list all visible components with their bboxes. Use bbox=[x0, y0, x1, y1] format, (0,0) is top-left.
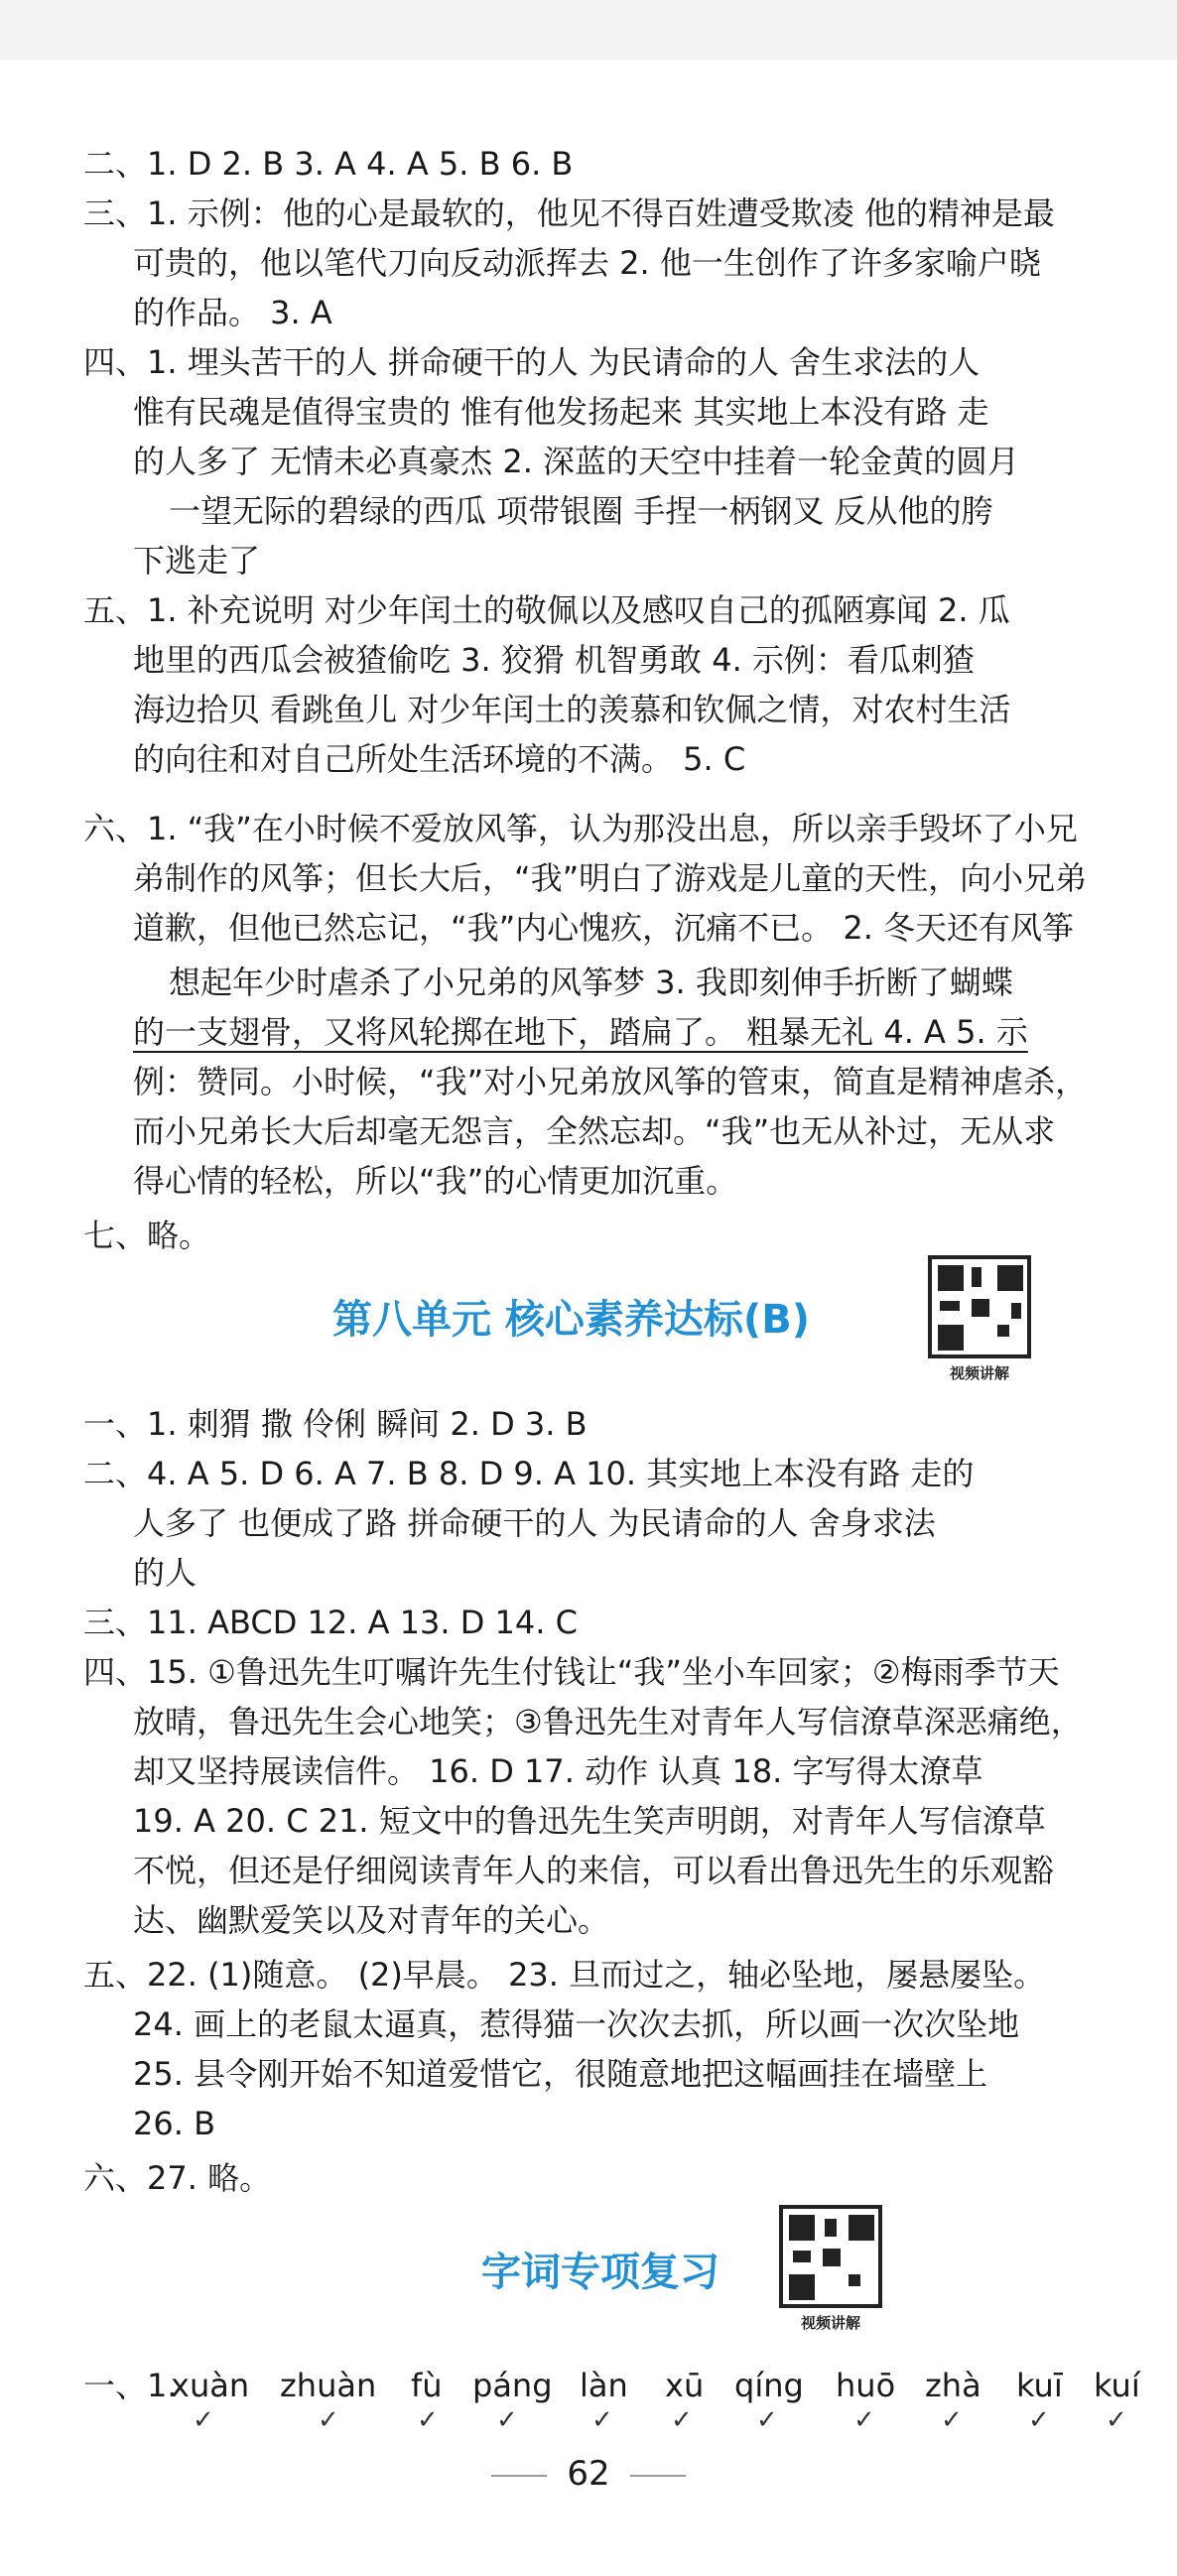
pinyin-item: làn bbox=[580, 2367, 628, 2404]
answer-line: 却又坚持展读信件。 16. D 17. 动作 认真 18. 字写得太潦草 bbox=[133, 1752, 983, 1790]
answer-line: 四、1. 埋头苦干的人 拼命硬干的人 为民请命的人 舍生求法的人 bbox=[83, 343, 981, 381]
answer-line: 七、略。 bbox=[83, 1217, 211, 1254]
answer-line: 五、22. (1)随意。 (2)早晨。 23. 旦而过之，轴必坠地，屡悬屡坠。 bbox=[83, 1956, 1046, 1994]
answer-line: 例：赞同。小时候，“我”对小兄弟放风筝的管束，简直是精神虐杀， bbox=[133, 1063, 1088, 1100]
answer-line: 四、15. ①鲁迅先生叮嘱许先生付钱让“我”坐小车回家；②梅雨季节天 bbox=[83, 1653, 1060, 1691]
answer-line: 三、1. 示例：他的心是最软的，他见不得百姓遭受欺凌 他的精神是最 bbox=[83, 194, 1055, 232]
dash-divider bbox=[630, 2475, 686, 2477]
pinyin-item: kuī bbox=[1016, 2367, 1063, 2404]
answer-line: 一、1. 刺猬 撒 伶俐 瞬间 2. D 3. B bbox=[83, 1405, 588, 1443]
tick-icon: ✓ bbox=[318, 2405, 339, 2435]
pinyin-prefix: 一、1. bbox=[83, 2367, 178, 2404]
page-number-text: 62 bbox=[567, 2454, 610, 2494]
pinyin-item: fù bbox=[411, 2367, 443, 2404]
answer-line: 惟有民魂是值得宝贵的 惟有他发扬起来 其实地上本没有路 走 bbox=[133, 393, 989, 431]
answer-line: 二、1. D 2. B 3. A 4. A 5. B 6. B bbox=[83, 145, 574, 183]
answer-line: 26. B bbox=[133, 2105, 216, 2142]
answer-line: 可贵的，他以笔代刀向反动派挥去 2. 他一生创作了许多家喻户晓 bbox=[133, 244, 1041, 282]
answer-line: 人多了 也便成了路 拼命硬干的人 为民请命的人 舍身求法 bbox=[133, 1504, 936, 1542]
answer-line: 的向往和对自己所处生活环境的不满。 5. C bbox=[133, 740, 746, 778]
answer-line: 海边拾贝 看跳鱼儿 对少年闰土的羡慕和钦佩之情，对农村生活 bbox=[133, 691, 1011, 728]
answer-line: 不悦，但还是仔细阅读青年人的来信，可以看出鲁迅先生的乐观豁 bbox=[133, 1852, 1055, 1889]
tick-icon: ✓ bbox=[1028, 2405, 1050, 2435]
pinyin-item: huō bbox=[836, 2367, 896, 2404]
answer-line: 六、27. 略。 bbox=[83, 2159, 272, 2197]
answer-line: 达、幽默爱笑以及对青年的关心。 bbox=[133, 1901, 610, 1939]
answer-line: 五、1. 补充说明 对少年闰土的敬佩以及感叹自己的孤陋寡闻 2. 瓜 bbox=[83, 591, 1010, 629]
answer-line: 下逃走了 bbox=[133, 542, 261, 580]
answer-line: 一望无际的碧绿的西瓜 项带银圈 手捏一柄钢叉 反从他的胯 bbox=[169, 492, 993, 530]
dash-divider bbox=[491, 2475, 547, 2477]
qr-code-icon[interactable] bbox=[928, 1255, 1031, 1358]
answer-line: 想起年少时虐杀了小兄弟的风筝梦 3. 我即刻伸手折断了蝴蝶 bbox=[169, 964, 1013, 1001]
qr-caption: 视频讲解 bbox=[800, 2314, 860, 2332]
tick-icon: ✓ bbox=[496, 2405, 518, 2435]
pinyin-item: zhà bbox=[925, 2367, 981, 2404]
section-title: 字词专项复习 bbox=[481, 2250, 719, 2295]
qr-caption: 视频讲解 bbox=[949, 1364, 1009, 1382]
answer-line: 地里的西瓜会被猹偷吃 3. 狡猾 机智勇敢 4. 示例：看瓜刺猹 bbox=[133, 641, 975, 679]
tick-icon: ✓ bbox=[591, 2405, 613, 2435]
tick-icon: ✓ bbox=[1106, 2405, 1127, 2435]
qr-code-icon[interactable] bbox=[779, 2205, 882, 2308]
tick-icon: ✓ bbox=[193, 2405, 214, 2435]
answer-line: 24. 画上的老鼠太逼真，惹得猫一次次去抓，所以画一次次坠地 bbox=[133, 2005, 1020, 2043]
tick-icon: ✓ bbox=[941, 2405, 963, 2435]
pinyin-item: zhuàn bbox=[280, 2367, 377, 2404]
answer-line: 25. 县令刚开始不知道爱惜它，很随意地把这幅画挂在墙壁上 bbox=[133, 2055, 988, 2093]
pinyin-item: páng bbox=[472, 2367, 553, 2404]
answer-line: 弟制作的风筝；但长大后，“我”明白了游戏是儿童的天性，向小兄弟 bbox=[133, 859, 1088, 897]
answer-line: 道歉，但他已然忘记，“我”内心愧疚，沉痛不已。 2. 冬天还有风筝 bbox=[133, 909, 1075, 947]
answer-line: 的人多了 无情未必真豪杰 2. 深蓝的天空中挂着一轮金黄的圆月 bbox=[133, 443, 1020, 480]
answer-line: 而小兄弟长大后却毫无怨言，全然忘却。“我”也无从补过，无从求 bbox=[133, 1112, 1056, 1150]
answer-line: 二、4. A 5. D 6. A 7. B 8. D 9. A 10. 其实地上本没有路 走的 bbox=[83, 1455, 975, 1492]
answer-line: 六、1. “我”在小时候不爱放风筝，认为那没出息，所以亲手毁坏了小兄 bbox=[83, 810, 1078, 847]
answer-line: 19. A 20. C 21. 短文中的鲁迅先生笑声明朗，对青年人写信潦草 bbox=[133, 1802, 1046, 1840]
answer-line-underlined: 的一支翅骨，又将风轮掷在地下，踏扁了。 粗暴无礼 4. A 5. 示 bbox=[133, 1013, 1028, 1051]
pinyin-row bbox=[83, 2362, 1155, 2435]
answer-line: 的人 bbox=[133, 1554, 197, 1592]
tick-icon: ✓ bbox=[853, 2405, 875, 2435]
pinyin-item: xū bbox=[665, 2367, 705, 2404]
tick-icon: ✓ bbox=[756, 2405, 778, 2435]
answer-line: 三、11. ABCD 12. A 13. D 14. C bbox=[83, 1604, 578, 1641]
answer-line: 放晴，鲁迅先生会心地笑；③鲁迅先生对青年人写信潦草深恶痛绝， bbox=[133, 1703, 1083, 1740]
pinyin-item: xuàn bbox=[171, 2367, 250, 2404]
tick-icon: ✓ bbox=[671, 2405, 693, 2435]
answer-line: 的作品。 3. A bbox=[133, 294, 332, 331]
top-strip bbox=[0, 0, 1177, 60]
answer-line: 得心情的轻松，所以“我”的心情更加沉重。 bbox=[133, 1162, 738, 1200]
pinyin-item: qíng bbox=[734, 2367, 804, 2404]
page-number bbox=[0, 2449, 1177, 2499]
section-title: 第八单元 核心素养达标(B) bbox=[332, 1297, 810, 1343]
pinyin-item: kuí bbox=[1094, 2367, 1140, 2404]
tick-icon: ✓ bbox=[417, 2405, 439, 2435]
